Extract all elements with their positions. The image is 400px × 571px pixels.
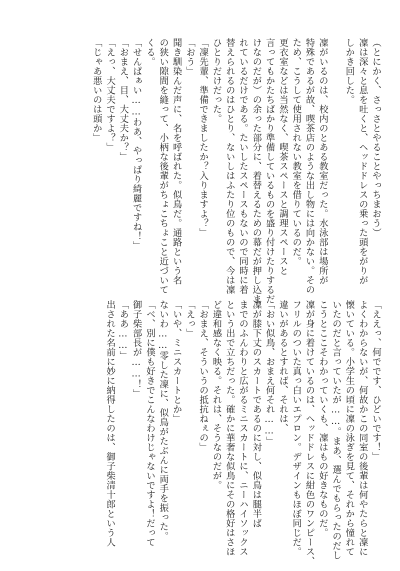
text-line: フリルのついた真っ白いエプロン。デザインもほぼ同じだ。 xyxy=(290,300,302,557)
text-line: 「えっ」 xyxy=(183,300,195,338)
text-line: れているだけである。たいしたスペースもないので同時に着 xyxy=(237,38,249,295)
text-line: 凜がいるのは、校内のとある教室だった。水泳部は場所が xyxy=(316,38,328,285)
text-line: 「せんぱぁい……わあ、やっぱり綺麗ですね！」 xyxy=(130,38,142,251)
text-block-bottom xyxy=(103,300,382,566)
text-line: ため、こうして使用されない教室を借りているのだ。 xyxy=(290,38,302,266)
text-line: という出で立ちだった。確かに華奢な似鳥にその格好はさほ xyxy=(223,300,235,557)
text-line xyxy=(329,38,342,278)
text-line: 更衣室などは当然なく、喫茶スペースと調理スペースと xyxy=(276,38,288,276)
text-line: 凜が身に着けているのは、ヘッドドレスに紺色のワンピース、 xyxy=(303,300,315,566)
text-line: 聞き馴染んだ声に、名を呼ばれた。似鳥だ。通路という名 xyxy=(170,38,182,285)
text-line: の狭い隙間を縫って、小柄な後輩がちょこちょこと近づいて xyxy=(157,38,169,295)
text-line: （とにかく、さっさとやることやっちまおう） xyxy=(370,38,381,238)
text-line: ひとりだけだった。 xyxy=(210,38,222,124)
text-line: 凜が膝下丈のスカートであるのに対し、似鳥は腿半ば xyxy=(250,300,262,528)
text-line: くる。 xyxy=(143,38,155,67)
text-line: 「おまえ、目、大丈夫か？」 xyxy=(117,38,129,162)
text-line: しかき回した。 xyxy=(343,38,355,105)
text-line: 「じゃあ悪いのは頭か」 xyxy=(90,38,102,143)
text-line: こうとここそわかっていくも、凜はもの好きなものだ。 xyxy=(316,300,328,538)
text-line: 「おまえ、そういうの抵抗ねぇの」 xyxy=(197,300,209,452)
text-line: 凜は深々と息を吐くと、ヘッドドレスの乗った頭をがりが xyxy=(356,38,368,285)
text-line: 「えっ、大丈夫ですよ？」 xyxy=(104,38,116,152)
text-line: 「おい似鳥、おまえ何それ……」 xyxy=(263,300,275,447)
text-line: 言ってもかたちばかり準備しているものを盛り付けたりするだ xyxy=(263,38,275,304)
text-line: 懐いている。小学生の頃に凜の泳ぎを見て、それから憧れて xyxy=(343,300,355,557)
text-line: までのふんわりと広がるミニスカートに、ニーハイソックス xyxy=(237,300,249,557)
text-line: ないわ……零した凜に、似鳥がたぶんに両手を振った。 xyxy=(157,300,169,542)
text-line: いたのだと言っていたが……。まあ、選んでもらったのだし xyxy=(330,300,342,561)
text-block-top xyxy=(89,38,382,304)
text-line: 「ええっ、何でです、ひどいです！」 xyxy=(370,300,381,462)
text-line: 「おう」 xyxy=(183,38,195,76)
text-line: 替えられるのはひとり、ないしはふたり位のもので、今は凜 xyxy=(223,38,235,295)
text-line: よくわからないが、何故かこの同室の後輩は何やたらと凜に xyxy=(356,300,368,557)
text-line: ど違和感なく映る。それは、そうなのだが。 xyxy=(210,300,222,490)
text-line: 出された名前に妙に納得したのは、御子柴清十郎という人 xyxy=(104,300,116,547)
text-line: 「凜先輩、準備できましたか？入りますよ？」 xyxy=(197,38,209,238)
text-line: けなのだが）の余った部分に、着替えるための幕だが押し込ま xyxy=(250,38,262,304)
text-line: 特殊であるが故、喫茶店のような出し物には向かない。その xyxy=(303,38,315,295)
text-line: 違いがあるとすれば、それは、 xyxy=(276,300,288,433)
text-line: 御子柴部長が……！」 xyxy=(130,300,142,399)
text-line: 「べ、別に僕も好きでこんなわけじゃないですよ！だって xyxy=(143,300,155,547)
text-line: 「いや、ミニスカートとか」 xyxy=(170,300,182,424)
text-line: 「ああ……」 xyxy=(117,300,129,361)
